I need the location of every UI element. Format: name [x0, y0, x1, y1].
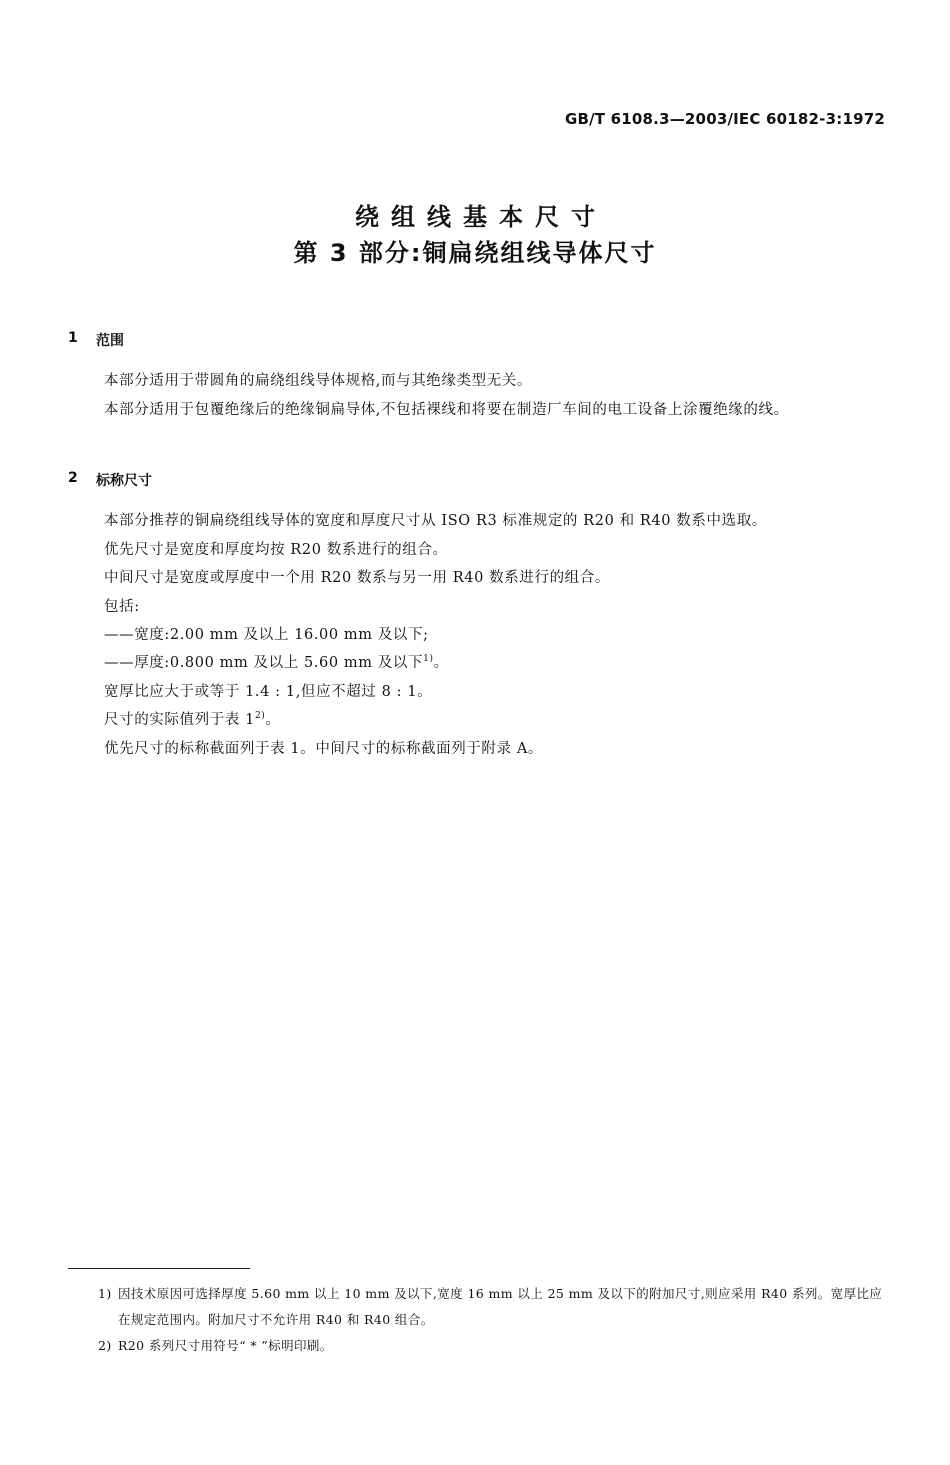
section-2-line: 中间尺寸是宽度或厚度中一个用 R20 数系与另一用 R40 数系进行的组合。 [104, 570, 610, 586]
section-2-line-with-footnote [104, 649, 449, 678]
standard-code: GB/T 6108.3—2003/IEC 60182-3:1972 [564, 110, 885, 128]
title-main: 绕组线基本尺寸 [355, 203, 607, 231]
line-text: 尺寸的实际值列于表 1 [104, 712, 255, 728]
section-1-paragraph: 本部分适用于带圆角的扁绕组线导体规格,而与其绝缘类型无关。 [104, 373, 533, 389]
line-text: ——厚度:0.800 mm 及以上 5.60 mm 及以下 [104, 655, 424, 671]
section-2-line: 优先尺寸是宽度和厚度均按 R20 数系进行的组合。 [104, 542, 448, 558]
section-number: 1 [68, 330, 78, 346]
document-title [0, 200, 950, 270]
section-title: 范围 [96, 333, 124, 349]
section-title: 标称尺寸 [96, 473, 152, 489]
section-2-line-with-footnote [104, 706, 280, 735]
footnote-divider [68, 1268, 250, 1269]
footnote-mark: 1) [98, 1286, 112, 1301]
footnote-1 [98, 1281, 888, 1333]
footnote-2 [98, 1333, 888, 1359]
section-number: 2 [68, 470, 78, 486]
section-2-line: 本部分推荐的铜扁绕组线导体的宽度和厚度尺寸从 ISO R3 标准规定的 R20 和 R40 数系中选取。 [104, 513, 767, 529]
footnote-ref-2[interactable]: 2) [254, 711, 266, 721]
section-2-line: 宽厚比应大于或等于 1.4 : 1,但应不超过 8 : 1。 [104, 684, 433, 700]
footnote-mark: 2) [98, 1338, 112, 1353]
section-2-line: 包括: [104, 599, 140, 615]
footnote-text: R20 系列尺寸用符号“ * ”标明印刷。 [118, 1338, 333, 1353]
footnote-text: 因技术原因可选择厚度 5.60 mm 以上 10 mm 及以下,宽度 16 mm 以上 25 mm 及以下的附加尺寸,则应采用 R40 系列。宽厚比应在规定范围内。附加尺寸不允许用 R40 和 R40 组合。 [118, 1286, 883, 1327]
section-2-line: ——宽度:2.00 mm 及以上 16.00 mm 及以下; [104, 627, 429, 643]
section-1-paragraph: 本部分适用于包覆绝缘后的绝缘铜扁导体,不包括裸线和将要在制造厂车间的电工设备上涂覆绝缘的线。 [104, 402, 789, 418]
section-2-heading [68, 470, 152, 490]
section-2-line: 优先尺寸的标称截面列于表 1。中间尺寸的标称截面列于附录 A。 [104, 741, 544, 757]
line-tail: 。 [265, 712, 281, 728]
line-tail: 。 [433, 655, 449, 671]
title-sub: 第 3 部分:铜扁绕组线导体尺寸 [293, 239, 657, 267]
section-1-heading [68, 330, 124, 350]
footnote-ref-1[interactable]: 1) [423, 654, 434, 664]
